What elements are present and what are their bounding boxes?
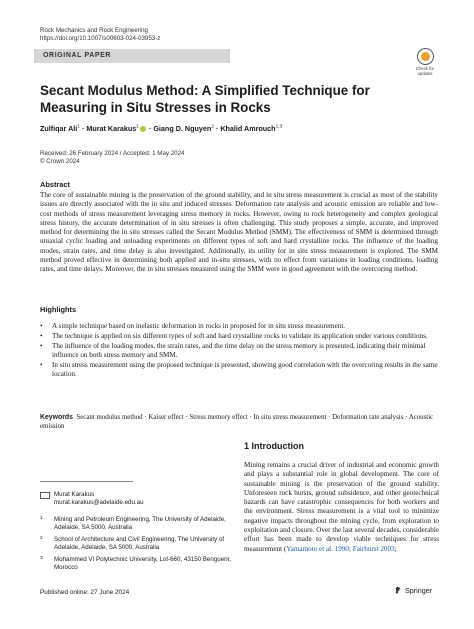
- keywords-label: Keywords: [40, 414, 73, 421]
- affiliation-text: Mohammed VI Polytechnic University, Lot-660, 43150 Benguerir, Morocco: [54, 556, 232, 571]
- bullet-icon: •: [40, 360, 43, 369]
- crossmark-line2: updates: [417, 70, 433, 76]
- author-affiliation-ref: 1: [77, 124, 80, 130]
- highlights-heading: Highlights: [40, 305, 77, 314]
- abstract-text: The core of sustainable mining is the preservation of the ground stability, and in situ stress measurement is crucial as most of the stability issues are directly associated with the in situ and induced stresses. Deformation rate analysis and acoustic emission are reliable and low-cost methods of stress measurement leveraging stress memory in rocks. However, owing to rock heterogeneity and complex geological stress history, the accurate determination of in situ stresses is often challenging. This study proposes a simple, accurate, and improved method for determining the in situ stresses called the Secant Modulus Method (SMM). The effectiveness of SMM is determined through uniaxial cyclic loading and unloading experiments on different types of soft and hard crystalline rocks. The influence of the loading modes, strain rates, and time delay is also investigated. Additionally, its utility for in situ stress measurement is explored. The SMM method proved effective in determining both applied and in-situ stresses, with no effect from variations in loading conditions, loading rates, and time delays. Moreover, the in situ stresses measured using the SMM were in good agreement with the overcoring method.: [40, 191, 438, 274]
- bullet-icon: •: [40, 322, 43, 330]
- corresponding-author-name: Murat Karakus: [54, 491, 95, 498]
- check-for-updates-badge[interactable]: [408, 48, 442, 77]
- footnote-divider: [40, 481, 133, 482]
- highlight-text: A simple technique based on inelastic deformation in rocks in proposed for in situ stress measurement.: [52, 322, 346, 330]
- author-separator: ·: [79, 124, 87, 133]
- highlight-item: [40, 322, 438, 331]
- published-online-date: Published online: 27 June 2024: [40, 589, 130, 596]
- highlight-text: In situ stress measurement using the proposed technique is presented, showing good correlation with the overcoring results in the same location.: [52, 360, 438, 378]
- publisher-name: Springer: [405, 586, 433, 595]
- journal-header: [40, 27, 160, 44]
- affiliation-number: 3: [40, 556, 43, 561]
- abstract-heading: Abstract: [40, 180, 70, 189]
- publisher-logo[interactable]: [394, 586, 432, 595]
- journal-name: Rock Mechanics and Rock Engineering: [40, 27, 148, 34]
- affiliation-number: 1: [40, 516, 43, 521]
- highlight-item: [40, 361, 438, 380]
- author-name[interactable]: Khalid Amrouch: [220, 124, 276, 133]
- highlight-text: The influence of the loading modes, the strain rates, and the time delay on the stress memory is presented, indicating their minimal influence on both stress memory and SMM.: [52, 341, 426, 359]
- section-heading-introduction: 1 Introduction: [244, 441, 304, 451]
- envelope-icon: [40, 492, 50, 499]
- bullet-icon: •: [40, 331, 43, 340]
- citation-link[interactable]: Fairhurst 2003: [352, 544, 395, 553]
- author-separator: ·: [146, 124, 154, 133]
- paper-type-label: ORIGINAL PAPER: [43, 52, 112, 59]
- keywords-block: [40, 413, 438, 432]
- highlight-item: [40, 332, 438, 341]
- affiliation-text: School of Architecture and Civil Engineering, The University of Adelaide, Adelaide, SA 5000, Australia: [54, 536, 225, 551]
- author-name[interactable]: Zulfiqar Ali: [40, 124, 78, 133]
- received-accepted-dates: Received: 26 February 2024 / Accepted: 1 May 2024: [40, 150, 185, 157]
- journal-doi[interactable]: https://doi.org/10.1007/s00603-024-03953-z: [40, 35, 161, 43]
- citation-tail: ;: [394, 544, 397, 553]
- author-affiliation-ref: 2: [211, 124, 214, 130]
- corresponding-author-email[interactable]: murat.karakus@adelaide.edu.au: [54, 499, 144, 506]
- introduction-text: [244, 461, 439, 554]
- highlights-list: [40, 322, 438, 380]
- affiliation-number: 2: [40, 536, 43, 541]
- orcid-icon[interactable]: [140, 126, 146, 132]
- crossmark-icon: [417, 48, 434, 65]
- introduction-body: Mining remains a crucial driver of industrial and economic growth and plays a substantial role in global development. The core of sustainable mining is the preservation of the ground stability. Unforeseen rock bursts, ground subsidence, and other geotechnical hazards can have catastrophic consequences for both workers and the environment. Stress measurement is a vital tool to minimize negative impacts throughout the mining cycle, from exploration to exploitation and closure. Over the last several decades, considerable effort has been made to develop viable techniques for stress measurement (: [244, 461, 439, 553]
- citation-link[interactable]: Yamamoto et al. 1990: [286, 544, 349, 553]
- author-affiliation-ref: 1: [136, 124, 139, 130]
- paper-title: Secant Modulus Method: A Simplified Technique for Measuring in Situ Stresses in Rocks: [40, 83, 370, 115]
- copyright-line: © Crown 2024: [40, 158, 80, 166]
- author-name[interactable]: Murat Karakus: [86, 124, 137, 133]
- citation-separator: ;: [348, 544, 353, 553]
- highlight-text: The technique is applied on six different types of soft and hard crystalline rocks to validate its application under various conditions.: [52, 331, 428, 340]
- bullet-icon: •: [40, 341, 43, 350]
- keywords-text: Secant modulus method · Kaiser effect · Stress memory effect · In situ stress measurement · Deformation rate analysis · Acoustic emission: [40, 414, 434, 431]
- author-affiliation-ref: 1,3: [275, 124, 283, 130]
- article-dates: [40, 150, 184, 167]
- affiliation-text: Mining and Petroleum Engineering, The University of Adelaide, Adelaide, SA 5000, Australia: [54, 516, 226, 531]
- highlight-item: [40, 342, 438, 361]
- author-name[interactable]: Giang D. Nguyen: [153, 124, 212, 133]
- crossmark-label: [408, 67, 442, 77]
- author-separator: ·: [213, 124, 221, 133]
- crossmark-line1: Check for: [416, 66, 434, 71]
- author-list: [40, 124, 440, 133]
- springer-horse-icon: [394, 586, 402, 594]
